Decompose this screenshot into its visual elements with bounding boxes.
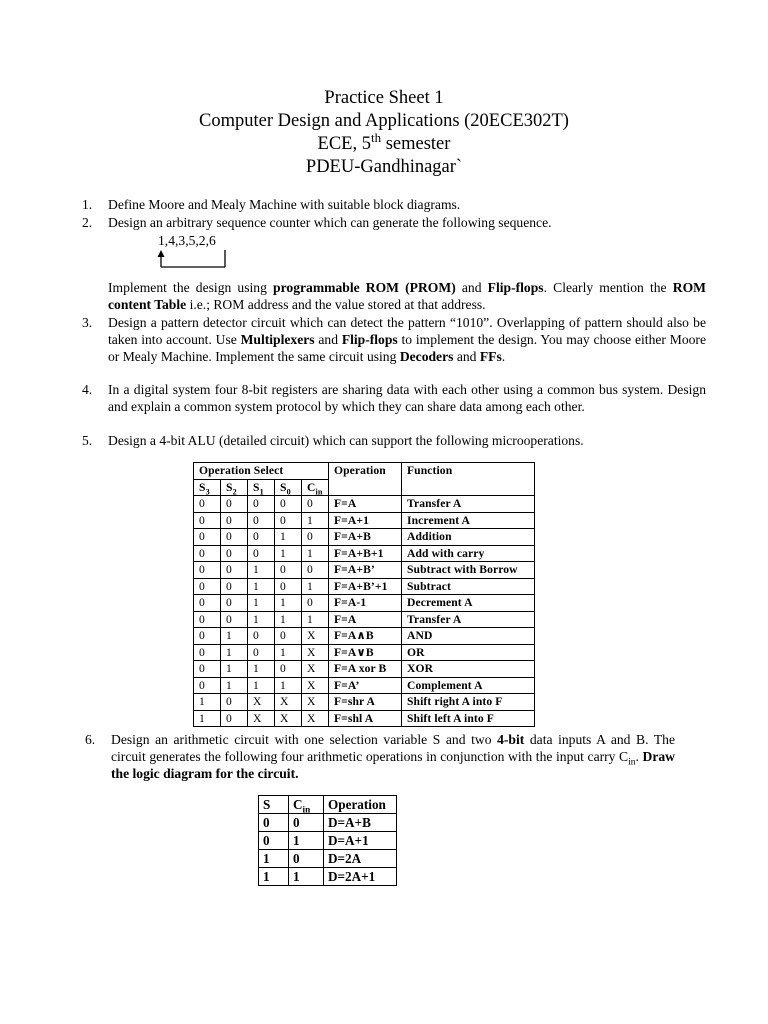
- cell-operation: F=A+B’+1: [329, 578, 402, 595]
- cell-cin: X: [302, 628, 329, 645]
- cell-s3: 0: [194, 578, 221, 595]
- cell-function: Shift left A into F: [402, 710, 535, 727]
- cell-cin: 0: [302, 496, 329, 513]
- table-row: [259, 832, 397, 850]
- sequence-loop-arrow-icon: [155, 248, 235, 272]
- cell-operation: D=2A: [324, 850, 397, 868]
- arith-table-header: [259, 796, 397, 814]
- table-row: [194, 512, 535, 529]
- cell-s3: 0: [194, 545, 221, 562]
- cell-s2: 0: [221, 595, 248, 612]
- cell-function: Shift right A into F: [402, 694, 535, 711]
- course-title: Computer Design and Applications (20ECE302T): [199, 111, 569, 131]
- cell-operation: F=A∨B: [329, 644, 402, 661]
- cell-function: Transfer A: [402, 496, 535, 513]
- cell-s2: 1: [221, 628, 248, 645]
- cell-operation: F=A+1: [329, 512, 402, 529]
- table-row: [194, 595, 535, 612]
- cell-function: Complement A: [402, 677, 535, 694]
- table-row: [194, 661, 535, 678]
- question-1: 1. Define Moore and Mealy Machine with suitable block diagrams.: [82, 197, 461, 212]
- alu-microoperation-table: [193, 462, 535, 727]
- cell-operation: F=A+B+1: [329, 545, 402, 562]
- question-4-text: In a digital system four 8-bit registers are sharing data with each other using a common bus system. Design and explain a common system protocol by which they can share data among each other.: [108, 382, 706, 414]
- cell-s0: 0: [275, 496, 302, 513]
- function-header: Function: [402, 463, 535, 496]
- cell-s0: 0: [275, 562, 302, 579]
- cell-s2: 0: [221, 512, 248, 529]
- document-header: [0, 87, 768, 179]
- table-row: [194, 562, 535, 579]
- cell-s0: 0: [275, 578, 302, 595]
- table-row: [194, 578, 535, 595]
- cell-cin: 1: [302, 578, 329, 595]
- cell-function: Subtract: [402, 578, 535, 595]
- cell-operation: F=A xor B: [329, 661, 402, 678]
- cell-cin: 0: [289, 814, 324, 832]
- cell-function: AND: [402, 628, 535, 645]
- s0-header: $S_0$: [275, 479, 302, 496]
- institution: PDEU-Gandhinagar`: [305, 157, 463, 177]
- cell-s1: 1: [248, 562, 275, 579]
- sheet-title: Practice Sheet 1: [324, 88, 444, 108]
- table-row: [194, 628, 535, 645]
- cell-s0: 1: [275, 644, 302, 661]
- cell-s1: 0: [248, 628, 275, 645]
- cell-s3: 0: [194, 644, 221, 661]
- cell-function: XOR: [402, 661, 535, 678]
- cell-s2: 0: [221, 496, 248, 513]
- cell-s1: X: [248, 710, 275, 727]
- cell-cin: 1: [289, 832, 324, 850]
- s2-header: $S_2$: [221, 479, 248, 496]
- cell-s3: 0: [194, 595, 221, 612]
- cell-s2: 0: [221, 562, 248, 579]
- cell-s1: 0: [248, 512, 275, 529]
- cell-s2: 0: [221, 529, 248, 546]
- table-row: [194, 611, 535, 628]
- operation-select-header: Operation Select: [194, 463, 329, 480]
- question-5-text: Design a 4-bit ALU (detailed circuit) which can support the following microoperations.: [108, 433, 584, 448]
- cell-operation: F=A-1: [329, 595, 402, 612]
- cell-operation: D=A+1: [324, 832, 397, 850]
- cell-function: Addition: [402, 529, 535, 546]
- cell-s2: 0: [221, 545, 248, 562]
- cell-function: Increment A: [402, 512, 535, 529]
- table-row: [194, 496, 535, 513]
- cell-s3: 0: [194, 611, 221, 628]
- cell-s1: 1: [248, 595, 275, 612]
- cell-cin: 0: [289, 850, 324, 868]
- cell-s0: 1: [275, 545, 302, 562]
- question-2-text: Design an arbitrary sequence counter which can generate the following sequence.: [108, 215, 552, 230]
- cell-cin: 0: [302, 595, 329, 612]
- cell-s: 1: [259, 868, 289, 886]
- table-row: [194, 545, 535, 562]
- cell-s1: X: [248, 694, 275, 711]
- cell-s1: 1: [248, 677, 275, 694]
- cell-function: Decrement A: [402, 595, 535, 612]
- question-3: 3. Design a pattern detector circuit which can detect the pattern “1010”. Overlapping of pattern should also be taken into account. Use Multiplexers and Flip-flops to implement the design. You may choose either Moore or Mealy Machine. Implement the same circuit using Decoders and FFs.: [82, 315, 706, 364]
- table-row: [259, 868, 397, 886]
- table-row: [259, 814, 397, 832]
- table-row: [194, 644, 535, 661]
- cell-cin: X: [302, 661, 329, 678]
- operation-header: Operation: [324, 796, 397, 814]
- question-6: 6. Design an arithmetic circuit with one selection variable S and two 4-bit data inputs A and B. The circuit generates the following four arithmetic operations in conjunction with the input carry $C_{in}$. Draw the logic diagram for the circuit.: [85, 732, 675, 781]
- cell-s3: 1: [194, 694, 221, 711]
- question-5: 5. Design a 4-bit ALU (detailed circuit) which can support the following microoperations.: [82, 433, 584, 448]
- s3-header: $S_3$: [194, 479, 221, 496]
- cell-operation: D=2A+1: [324, 868, 397, 886]
- question-1-text: Define Moore and Mealy Machine with suitable block diagrams.: [108, 197, 461, 212]
- cell-function: Subtract with Borrow: [402, 562, 535, 579]
- cell-function: Add with carry: [402, 545, 535, 562]
- cell-s3: 0: [194, 529, 221, 546]
- cell-cin: 1: [302, 545, 329, 562]
- cell-cin: 1: [289, 868, 324, 886]
- cell-s1: 1: [248, 661, 275, 678]
- cell-s2: 1: [221, 644, 248, 661]
- cell-s3: 0: [194, 496, 221, 513]
- sequence-text: 1,4,3,5,2,6: [158, 233, 216, 248]
- cell-s3: 0: [194, 677, 221, 694]
- semester-line: ECE, 5th semester: [317, 129, 451, 154]
- cell-operation: F=A+B: [329, 529, 402, 546]
- cell-s0: 0: [275, 661, 302, 678]
- cell-s2: 0: [221, 611, 248, 628]
- arithmetic-operation-table: [258, 795, 397, 886]
- table-row: [194, 694, 535, 711]
- cell-s0: X: [275, 694, 302, 711]
- cell-s0: 1: [275, 595, 302, 612]
- cell-operation: F=A: [329, 611, 402, 628]
- cell-s1: 0: [248, 496, 275, 513]
- s-header: S: [259, 796, 289, 814]
- cell-s0: 0: [275, 628, 302, 645]
- cell-s2: 0: [221, 710, 248, 727]
- cell-s3: 0: [194, 562, 221, 579]
- cell-s2: 0: [221, 694, 248, 711]
- table-row: [194, 529, 535, 546]
- cell-s3: 0: [194, 628, 221, 645]
- cell-s: 0: [259, 832, 289, 850]
- cell-cin: X: [302, 710, 329, 727]
- cell-cin: 1: [302, 512, 329, 529]
- cell-s0: 1: [275, 611, 302, 628]
- cell-s2: 0: [221, 578, 248, 595]
- cell-s1: 0: [248, 545, 275, 562]
- cell-s0: 0: [275, 512, 302, 529]
- cell-operation: F=A: [329, 496, 402, 513]
- cell-s1: 0: [248, 529, 275, 546]
- cell-s2: 1: [221, 661, 248, 678]
- s1-header: $S_1$: [248, 479, 275, 496]
- cell-operation: D=A+B: [324, 814, 397, 832]
- cell-function: Transfer A: [402, 611, 535, 628]
- cell-cin: X: [302, 644, 329, 661]
- cell-s1: 1: [248, 611, 275, 628]
- cell-s: 0: [259, 814, 289, 832]
- operation-header: Operation: [329, 463, 402, 496]
- cell-cin: 0: [302, 562, 329, 579]
- cin-header: $C_{in}$: [302, 479, 329, 496]
- cell-s3: 0: [194, 512, 221, 529]
- alu-table-header: [194, 463, 535, 480]
- cell-s2: 1: [221, 677, 248, 694]
- cell-s: 1: [259, 850, 289, 868]
- cell-s1: 1: [248, 578, 275, 595]
- cell-cin: 0: [302, 529, 329, 546]
- cell-operation: F=A+B’: [329, 562, 402, 579]
- table-row: [259, 850, 397, 868]
- question-2: 2. Design an arbitrary sequence counter which can generate the following sequence.: [82, 215, 552, 230]
- table-row: [194, 677, 535, 694]
- cell-s0: 1: [275, 677, 302, 694]
- cell-cin: X: [302, 694, 329, 711]
- cell-operation: F=shl A: [329, 710, 402, 727]
- cell-function: OR: [402, 644, 535, 661]
- cell-operation: F=A’: [329, 677, 402, 694]
- cell-operation: F=A∧B: [329, 628, 402, 645]
- cin-header: $C_{in}$: [289, 796, 324, 814]
- cell-s1: 0: [248, 644, 275, 661]
- table-row: [194, 710, 535, 727]
- cell-cin: X: [302, 677, 329, 694]
- cell-s0: 1: [275, 529, 302, 546]
- cell-s3: 0: [194, 661, 221, 678]
- cell-operation: F=shr A: [329, 694, 402, 711]
- cell-s0: X: [275, 710, 302, 727]
- cell-cin: 1: [302, 611, 329, 628]
- question-2-implementation: Implement the design using programmable ROM (PROM) and Flip-flops. Clearly mention the ROM content Table i.e.; ROM address and the value stored at that address.: [108, 280, 706, 312]
- cell-s3: 1: [194, 710, 221, 727]
- question-4: 4. In a digital system four 8-bit registers are sharing data with each other using a common bus system. Design and explain a common system protocol by which they can share data among each other.: [82, 382, 706, 414]
